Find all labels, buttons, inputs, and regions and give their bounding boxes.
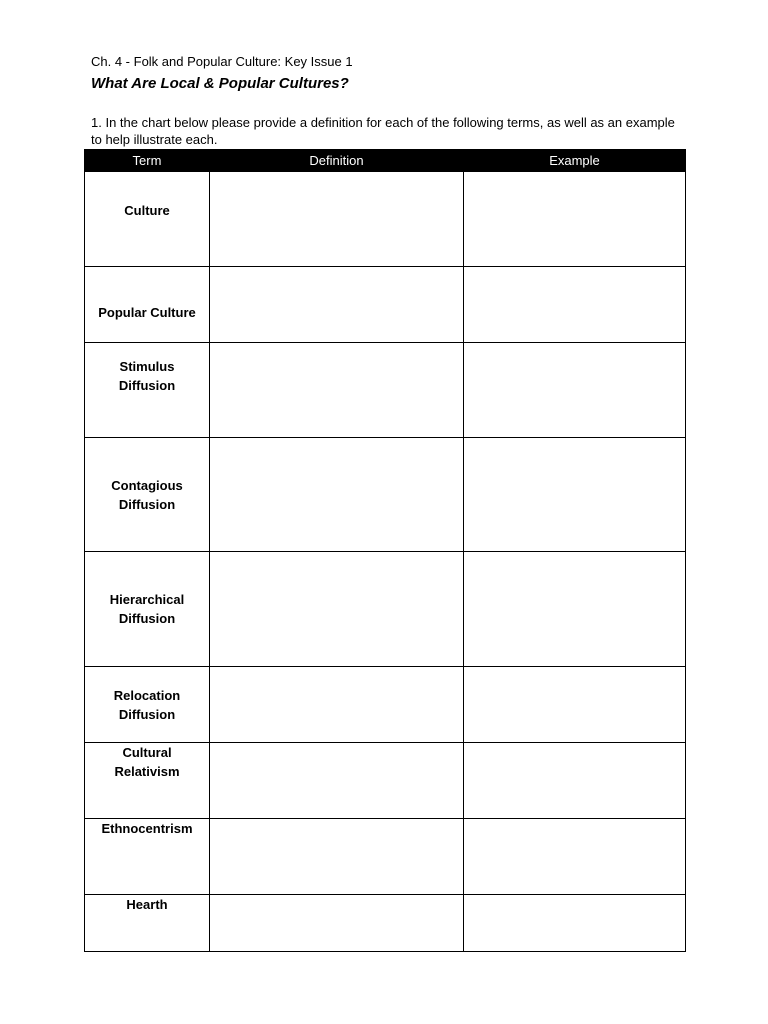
table-row xyxy=(85,343,686,438)
term-cell xyxy=(85,743,210,819)
chapter-heading: Ch. 4 - Folk and Popular Culture: Key Issue 1 xyxy=(91,54,353,69)
table-row xyxy=(85,895,686,952)
column-header-definition: Definition xyxy=(210,150,464,172)
table-row xyxy=(85,552,686,667)
definition-cell[interactable] xyxy=(210,743,464,819)
term-cell xyxy=(85,267,210,343)
example-cell[interactable] xyxy=(464,895,686,952)
definition-cell[interactable] xyxy=(210,172,464,267)
column-header-term: Term xyxy=(85,150,210,172)
example-cell[interactable] xyxy=(464,743,686,819)
example-cell[interactable] xyxy=(464,667,686,743)
table-row xyxy=(85,438,686,552)
table-header-row xyxy=(85,150,686,172)
term-cell xyxy=(85,172,210,267)
example-cell[interactable] xyxy=(464,552,686,667)
definition-cell[interactable] xyxy=(210,552,464,667)
example-cell[interactable] xyxy=(464,343,686,438)
definition-cell[interactable] xyxy=(210,895,464,952)
term-label: Hearth xyxy=(126,897,168,912)
term-label: Contagious Diffusion xyxy=(111,477,183,512)
example-cell[interactable] xyxy=(464,819,686,895)
term-label: Ethnocentrism xyxy=(101,821,193,836)
table-row xyxy=(85,667,686,743)
definition-cell[interactable] xyxy=(210,667,464,743)
terms-table xyxy=(84,149,686,952)
definition-cell[interactable] xyxy=(210,819,464,895)
instructions-text: 1. In the chart below please provide a definition for each of the following terms, as well as an example to help illustrate each. xyxy=(91,115,675,147)
table-row xyxy=(85,819,686,895)
definition-cell[interactable] xyxy=(210,438,464,552)
term-label: Relocation Diffusion xyxy=(113,687,181,722)
term-label: Cultural Relativism xyxy=(114,745,180,779)
term-label: Stimulus Diffusion xyxy=(118,359,176,393)
term-label: Hierarchical Diffusion xyxy=(109,592,185,626)
term-cell xyxy=(85,895,210,952)
column-header-example: Example xyxy=(464,150,686,172)
term-cell xyxy=(85,819,210,895)
example-cell[interactable] xyxy=(464,438,686,552)
term-label: Culture xyxy=(124,202,170,218)
definition-cell[interactable] xyxy=(210,343,464,438)
definition-cell[interactable] xyxy=(210,267,464,343)
example-cell[interactable] xyxy=(464,267,686,343)
term-cell xyxy=(85,667,210,743)
term-label: Popular Culture xyxy=(98,305,196,320)
page-title: What Are Local & Popular Cultures? xyxy=(91,75,349,92)
table-row xyxy=(85,267,686,343)
term-cell xyxy=(85,438,210,552)
term-cell xyxy=(85,343,210,438)
example-cell[interactable] xyxy=(464,172,686,267)
table-row xyxy=(85,743,686,819)
table-row xyxy=(85,172,686,267)
term-cell xyxy=(85,552,210,667)
